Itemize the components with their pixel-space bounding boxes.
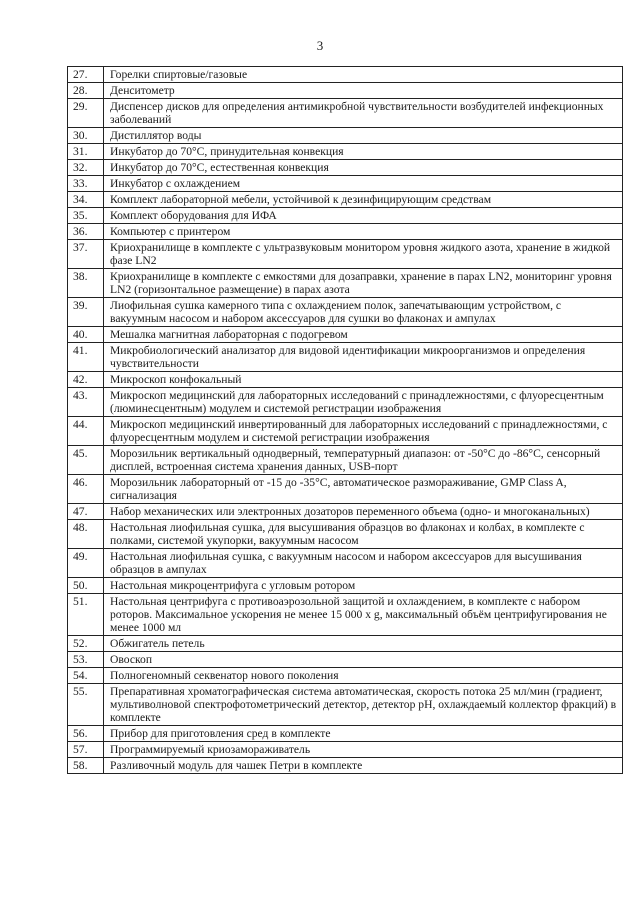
table-row [68, 636, 623, 652]
row-description: Настольная микроцентрифуга с угловым ротором [104, 578, 623, 594]
row-description: Инкубатор с охлаждением [104, 176, 623, 192]
row-number: 46. [68, 475, 104, 504]
row-description: Разливочный модуль для чашек Петри в комплекте [104, 758, 623, 774]
table-row [68, 269, 623, 298]
row-description: Комплект оборудования для ИФА [104, 208, 623, 224]
row-description: Инкубатор до 70°C, принудительная конвекция [104, 144, 623, 160]
row-number: 40. [68, 327, 104, 343]
row-description: Морозильник вертикальный однодверный, температурный диапазон: от -50°C до -86°C, сенсорный дисплей, встроенная система хранения данных, USB-порт [104, 446, 623, 475]
row-number: 27. [68, 67, 104, 83]
page-number: 3 [316, 38, 324, 53]
row-number: 31. [68, 144, 104, 160]
table-row [68, 578, 623, 594]
row-description: Компьютер с принтером [104, 224, 623, 240]
table-row [68, 99, 623, 128]
table-row [68, 176, 623, 192]
row-number: 49. [68, 549, 104, 578]
row-description: Диспенсер дисков для определения антимикробной чувствительности возбудителей инфекционных заболеваний [104, 99, 623, 128]
table-row [68, 327, 623, 343]
row-number: 50. [68, 578, 104, 594]
row-number: 34. [68, 192, 104, 208]
row-number: 39. [68, 298, 104, 327]
table-row [68, 446, 623, 475]
table-row [68, 594, 623, 636]
row-description: Микробиологический анализатор для видовой идентификации микроорганизмов и определения чувствительности [104, 343, 623, 372]
row-number: 55. [68, 684, 104, 726]
row-number: 36. [68, 224, 104, 240]
table-row [68, 758, 623, 774]
row-description: Микроскоп медицинский инвертированный для лабораторных исследований с принадлежностями, с флуоресцентным модулем и системой регистрации изображения [104, 417, 623, 446]
table-row [68, 372, 623, 388]
row-number: 45. [68, 446, 104, 475]
row-description: Дистиллятор воды [104, 128, 623, 144]
table-row [68, 668, 623, 684]
row-number: 57. [68, 742, 104, 758]
equipment-table [67, 66, 623, 774]
table-row [68, 224, 623, 240]
row-description: Прибор для приготовления сред в комплекте [104, 726, 623, 742]
row-number: 42. [68, 372, 104, 388]
row-number: 58. [68, 758, 104, 774]
table-row [68, 652, 623, 668]
table-row [68, 684, 623, 726]
table-row [68, 298, 623, 327]
table-row [68, 192, 623, 208]
table-row [68, 83, 623, 99]
table-row [68, 67, 623, 83]
row-number: 48. [68, 520, 104, 549]
row-description: Криохранилище в комплекте с ультразвуковым монитором уровня жидкого азота, хранение в жидкой фазе LN2 [104, 240, 623, 269]
row-number: 41. [68, 343, 104, 372]
row-number: 28. [68, 83, 104, 99]
row-number: 56. [68, 726, 104, 742]
row-description: Настольная лиофильная сушка, для высушивания образцов во флаконах и колбах, в комплекте с полками, системой укупорки, вакуумным насосом [104, 520, 623, 549]
row-number: 44. [68, 417, 104, 446]
row-number: 33. [68, 176, 104, 192]
table-row [68, 144, 623, 160]
row-number: 53. [68, 652, 104, 668]
table-row [68, 417, 623, 446]
row-number: 29. [68, 99, 104, 128]
row-number: 51. [68, 594, 104, 636]
row-description: Овоскоп [104, 652, 623, 668]
row-description: Инкубатор до 70°C, естественная конвекция [104, 160, 623, 176]
row-description: Настольная лиофильная сушка, с вакуумным насосом и набором аксессуаров для высушивания образцов в ампулах [104, 549, 623, 578]
row-number: 38. [68, 269, 104, 298]
row-description: Программируемый криозамораживатель [104, 742, 623, 758]
table-row [68, 208, 623, 224]
table-row [68, 742, 623, 758]
table-row [68, 520, 623, 549]
table-row [68, 160, 623, 176]
row-description: Лиофильная сушка камерного типа с охлаждением полок, запечатывающим устройством, с вакуумным насосом и набором аксессуаров для сушки во флаконах и ампулах [104, 298, 623, 327]
row-description: Обжигатель петель [104, 636, 623, 652]
row-description: Морозильник лабораторный от -15 до -35°C, автоматическое размораживание, GMP Class A, сигнализация [104, 475, 623, 504]
row-number: 47. [68, 504, 104, 520]
table-row [68, 128, 623, 144]
table-row [68, 504, 623, 520]
row-description: Препаративная хроматографическая система автоматическая, скорость потока 25 мл/мин (градиент, мультиволновой спектрофотометрический детектор, детектор pH, охлаждаемый коллектор фракций) в комплекте [104, 684, 623, 726]
table-row [68, 388, 623, 417]
row-description: Денситометр [104, 83, 623, 99]
row-number: 35. [68, 208, 104, 224]
row-description: Набор механических или электронных дозаторов переменного объема (одно- и многоканальных) [104, 504, 623, 520]
table-row [68, 726, 623, 742]
row-description: Микроскоп конфокальный [104, 372, 623, 388]
row-description: Мешалка магнитная лабораторная с подогревом [104, 327, 623, 343]
equipment-table-body [68, 67, 623, 774]
row-number: 43. [68, 388, 104, 417]
row-number: 37. [68, 240, 104, 269]
row-number: 52. [68, 636, 104, 652]
table-row [68, 343, 623, 372]
table-row [68, 240, 623, 269]
row-number: 30. [68, 128, 104, 144]
row-description: Настольная центрифуга с противоаэрозольной защитой и охлаждением, в комплекте с набором роторов. Максимальное ускорения не менее 15 000 x g, максимальный объём центрифугирования не менее 1000 мл [104, 594, 623, 636]
row-description: Горелки спиртовые/газовые [104, 67, 623, 83]
row-description: Комплект лабораторной мебели, устойчивой к дезинфицирующим средствам [104, 192, 623, 208]
table-row [68, 475, 623, 504]
table-row [68, 549, 623, 578]
row-number: 32. [68, 160, 104, 176]
row-description: Полногеномный секвенатор нового поколения [104, 668, 623, 684]
row-description: Криохранилище в комплекте с емкостями для дозаправки, хранение в парах LN2, мониторинг уровня LN2 (горизонтальное размещение) в парах азота [104, 269, 623, 298]
row-number: 54. [68, 668, 104, 684]
row-description: Микроскоп медицинский для лабораторных исследований с принадлежностями, с флуоресцентным (люминесцентным) модулем и системой регистрации изображения [104, 388, 623, 417]
